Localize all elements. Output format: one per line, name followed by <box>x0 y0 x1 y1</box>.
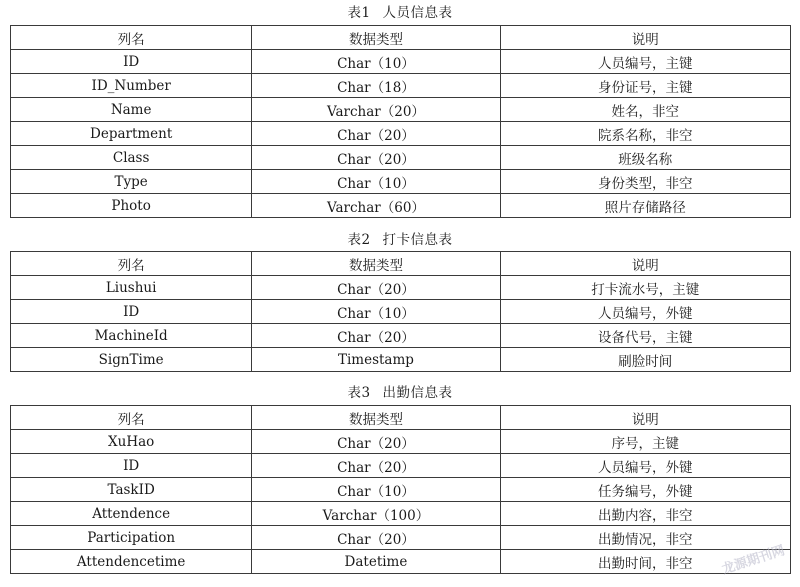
cell-data-type: Datetime <box>252 550 500 574</box>
table-3-number: 表3 <box>347 385 371 401</box>
table-row <box>11 300 791 324</box>
header-description: 说明 <box>500 26 790 50</box>
cell-data-type: Char（20） <box>252 430 500 454</box>
cell-description: 出勤情况，非空 <box>500 526 790 550</box>
header-column-name: 列名 <box>11 406 252 430</box>
header-data-type: 数据类型 <box>252 26 500 50</box>
header-data-type: 数据类型 <box>252 406 500 430</box>
cell-description: 刷脸时间 <box>500 348 790 372</box>
cell-data-type: Timestamp <box>252 348 500 372</box>
cell-column-name: Name <box>11 98 252 122</box>
table-3-caption <box>0 382 800 404</box>
cell-column-name: XuHao <box>11 430 252 454</box>
cell-column-name: Class <box>11 146 252 170</box>
cell-data-type: Char（20） <box>252 454 500 478</box>
cell-description: 设备代号，主键 <box>500 324 790 348</box>
table-header-row <box>11 252 791 276</box>
cell-description: 班级名称 <box>500 146 790 170</box>
table-row <box>11 50 791 74</box>
cell-data-type: Char（10） <box>252 50 500 74</box>
table-row <box>11 98 791 122</box>
header-data-type: 数据类型 <box>252 252 500 276</box>
cell-column-name: ID <box>11 50 252 74</box>
cell-data-type: Char（20） <box>252 146 500 170</box>
table-row <box>11 146 791 170</box>
table-row <box>11 348 791 372</box>
attendance-info-table <box>10 405 791 574</box>
table-row <box>11 430 791 454</box>
header-description: 说明 <box>500 252 790 276</box>
header-column-name: 列名 <box>11 252 252 276</box>
cell-description: 序号，主键 <box>500 430 790 454</box>
table-row <box>11 550 791 574</box>
cell-description: 身份类型，非空 <box>500 170 790 194</box>
cell-data-type: Varchar（20） <box>252 98 500 122</box>
table-row <box>11 276 791 300</box>
cell-data-type: Char（20） <box>252 526 500 550</box>
checkin-info-table <box>10 251 791 372</box>
cell-data-type: Char（20） <box>252 122 500 146</box>
cell-column-name: Participation <box>11 526 252 550</box>
cell-data-type: Char（18） <box>252 74 500 98</box>
cell-column-name: Type <box>11 170 252 194</box>
cell-description: 身份证号，主键 <box>500 74 790 98</box>
cell-column-name: Attendencetime <box>11 550 252 574</box>
cell-column-name: Attendence <box>11 502 252 526</box>
cell-description: 任务编号，外键 <box>500 478 790 502</box>
cell-data-type: Varchar（100） <box>252 502 500 526</box>
cell-description: 人员编号，外键 <box>500 300 790 324</box>
table-row <box>11 454 791 478</box>
watermark-text: 龙源期刊网 <box>720 543 787 578</box>
cell-column-name: ID <box>11 454 252 478</box>
table-row <box>11 324 791 348</box>
table-row <box>11 122 791 146</box>
table-3-title: 出勤信息表 <box>382 385 453 401</box>
table-row <box>11 74 791 98</box>
personnel-info-table <box>10 25 791 218</box>
cell-description: 院系名称，非空 <box>500 122 790 146</box>
cell-description: 出勤内容，非空 <box>500 502 790 526</box>
cell-column-name: ID <box>11 300 252 324</box>
table-row <box>11 526 791 550</box>
table-2-title: 打卡信息表 <box>382 232 453 248</box>
table-2-number: 表2 <box>347 232 371 248</box>
cell-data-type: Char（10） <box>252 478 500 502</box>
table-1-title: 人员信息表 <box>382 5 453 21</box>
cell-description: 人员编号，外键 <box>500 454 790 478</box>
cell-column-name: Liushui <box>11 276 252 300</box>
table-2-caption <box>0 229 800 251</box>
cell-data-type: Char（20） <box>252 324 500 348</box>
cell-description: 姓名，非空 <box>500 98 790 122</box>
cell-description: 照片存储路径 <box>500 194 790 218</box>
cell-description: 出勤时间，非空 <box>500 550 790 574</box>
table-row <box>11 170 791 194</box>
table-header-row <box>11 406 791 430</box>
table-row <box>11 478 791 502</box>
cell-column-name: ID_Number <box>11 74 252 98</box>
cell-column-name: SignTime <box>11 348 252 372</box>
cell-description: 打卡流水号，主键 <box>500 276 790 300</box>
table-1-number: 表1 <box>347 5 371 21</box>
cell-column-name: Department <box>11 122 252 146</box>
header-column-name: 列名 <box>11 26 252 50</box>
table-header-row <box>11 26 791 50</box>
cell-data-type: Char（10） <box>252 170 500 194</box>
cell-column-name: MachineId <box>11 324 252 348</box>
table-1-caption <box>0 2 800 24</box>
cell-data-type: Char（10） <box>252 300 500 324</box>
cell-description: 人员编号，主键 <box>500 50 790 74</box>
table-row <box>11 194 791 218</box>
cell-data-type: Char（20） <box>252 276 500 300</box>
header-description: 说明 <box>500 406 790 430</box>
cell-data-type: Varchar（60） <box>252 194 500 218</box>
cell-column-name: Photo <box>11 194 252 218</box>
table-row <box>11 502 791 526</box>
cell-column-name: TaskID <box>11 478 252 502</box>
